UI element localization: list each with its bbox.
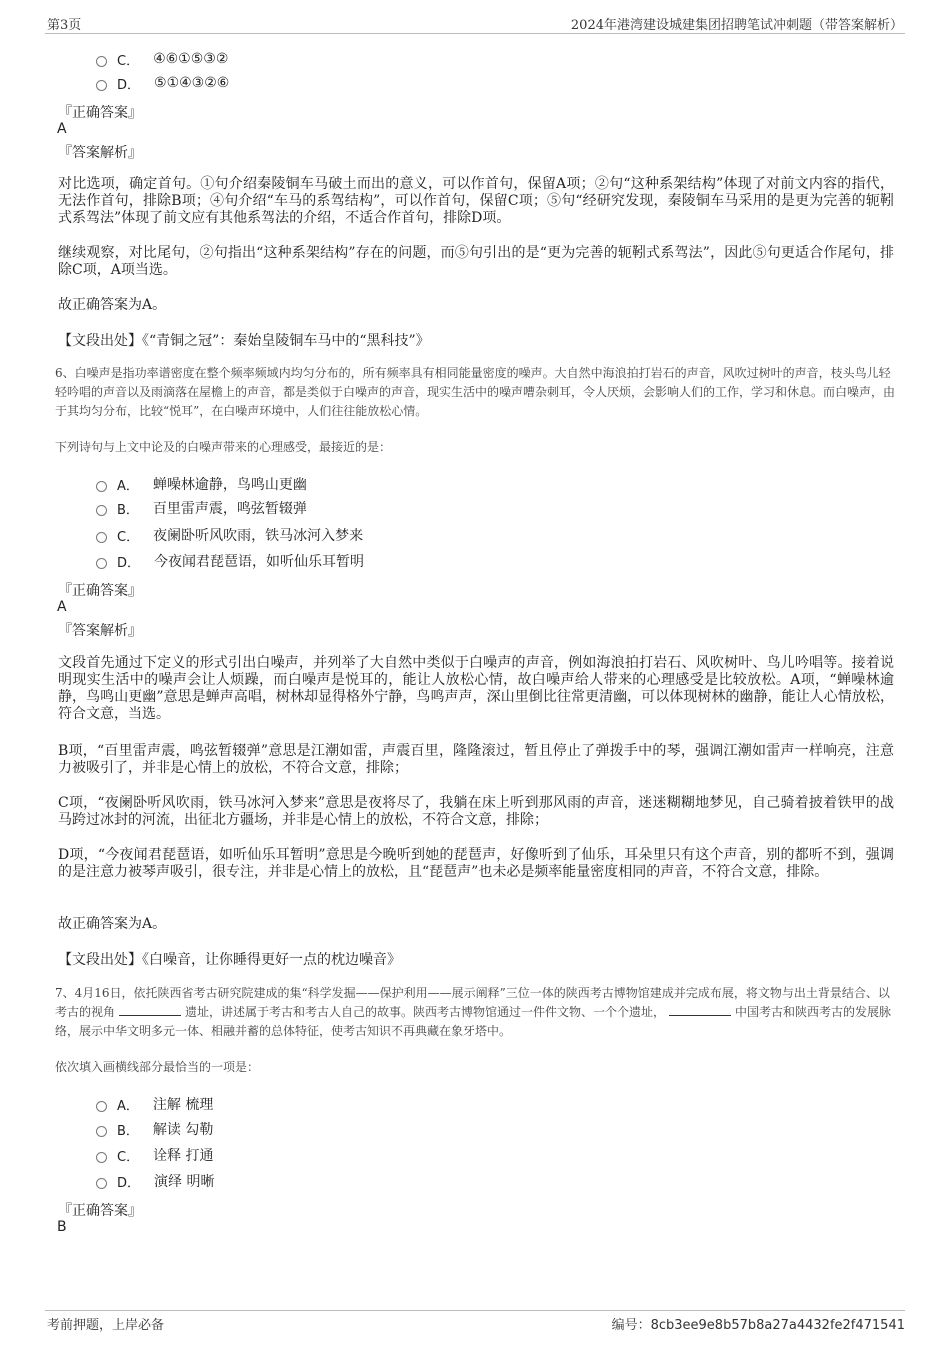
q7-answer: B bbox=[57, 1219, 67, 1235]
q5-answer: A bbox=[57, 121, 67, 137]
radio-icon[interactable] bbox=[96, 558, 107, 569]
q6-question: 下列诗句与上文中论及的白噪声带来的心理感受，最接近的是： bbox=[55, 440, 392, 454]
q5-option-c[interactable]: C． ④⑥①⑤③② bbox=[96, 49, 228, 69]
q6-analysis-label: 『答案解析』 bbox=[58, 623, 142, 639]
footer-slogan: 考前押题，上岸必备 bbox=[47, 1318, 165, 1333]
radio-icon[interactable] bbox=[96, 481, 107, 492]
radio-icon[interactable] bbox=[96, 80, 107, 91]
q6-answer-label: 『正确答案』 bbox=[58, 583, 142, 599]
document-code: 编号：8cb3ee9e8b57b8a27a4432fe2f471541 bbox=[611, 1318, 905, 1333]
q6-option-d[interactable]: D． 今夜闻君琵琶语，如听仙乐耳暂明 bbox=[96, 551, 364, 571]
q7-option-c[interactable]: C． 诠释 打通 bbox=[96, 1145, 214, 1165]
q7-option-d[interactable]: D． 演绎 明晰 bbox=[96, 1171, 214, 1191]
radio-icon[interactable] bbox=[96, 505, 107, 516]
q5-analysis-para-3: 故正确答案为A。 bbox=[58, 297, 167, 313]
q5-analysis-para-2: 继续观察，对比尾句，②句指出“这种系架结构”存在的问题，而⑤句引出的是“更为完善的轭靷式系驾法”，因此⑤句更适合作尾句，排除C项，A项当选。 bbox=[58, 245, 894, 278]
q6-analysis-para-4: D项，“今夜闻君琵琶语，如听仙乐耳暂明”意思是今晚听到她的琵琶声，好像听到了仙乐，耳朵里只有这个声音，别的都听不到，强调的是注意力被琴声吸引，很专注，并非是心情上的放松，且“琵琶声”也未必是频率能量密度相同的声音，不符合文意，排除。 bbox=[58, 847, 894, 880]
q7-question: 依次填入画横线部分最恰当的一项是： bbox=[55, 1060, 260, 1074]
q5-analysis-label: 『答案解析』 bbox=[58, 145, 142, 161]
q6-analysis-para-3: C项，“夜阑卧听风吹雨，铁马冰河入梦来”意思是夜将尽了，我躺在床上听到那风雨的声音，迷迷糊糊地梦见，自己骑着披着铁甲的战马跨过冰封的河流，出征北方疆场，并非是心情上的放松，不符合文意，排除； bbox=[58, 795, 894, 828]
fill-blank-1 bbox=[119, 1003, 181, 1016]
q6-stem: 6、白噪声是指功率谱密度在整个频率频域内均匀分布的，所有频率具有相同能量密度的噪声。大自然中海浪拍打岩石的声音，风吹过树叶的声音，枝头鸟儿轻轻吟唱的声音以及雨滴落在屋檐上的声音，都是类似于白噪声的声音，现实生活中的噪声嘈杂刺耳，令人厌烦，会影响人们的工作，学习和休息。而白噪声，由于其均匀分布，比较“悦耳”，在白噪声环境中，人们往往能放松心情。 bbox=[55, 366, 896, 418]
q6-option-a[interactable]: A． 蝉噪林逾静，鸟鸣山更幽 bbox=[96, 474, 307, 494]
radio-icon[interactable] bbox=[96, 532, 107, 543]
page-number: 第3页 bbox=[47, 18, 82, 33]
radio-icon[interactable] bbox=[96, 56, 107, 67]
q5-analysis-para-1: 对比选项，确定首句。①句介绍秦陵铜车马破土而出的意义，可以作首句，保留A项；②句“这种系架结构”体现了对前文内容的指代，无法作首句，排除B项；④句介绍“车马的系驾结构”，可以作首句，保留C项；⑤句“经研究发现，秦陵铜车马采用的是更为完善的轭靷式系驾法”体现了前文应有其他系驾法的介绍，不适合作首句，排除D项。 bbox=[58, 176, 894, 226]
q5-answer-label: 『正确答案』 bbox=[58, 105, 142, 121]
footer-divider bbox=[45, 1310, 905, 1311]
q5-source: 【文段出处】《“青铜之冠”：秦始皇陵铜车马中的“黑科技”》 bbox=[58, 333, 430, 349]
radio-icon[interactable] bbox=[96, 1152, 107, 1163]
q6-option-c[interactable]: C． 夜阑卧听风吹雨，铁马冰河入梦来 bbox=[96, 525, 363, 545]
radio-icon[interactable] bbox=[96, 1178, 107, 1189]
q6-analysis-para-5: 故正确答案为A。 bbox=[58, 916, 167, 932]
q7-option-a[interactable]: A． 注解 梳理 bbox=[96, 1094, 213, 1114]
q7-answer-label: 『正确答案』 bbox=[58, 1203, 142, 1219]
q6-answer: A bbox=[57, 599, 67, 615]
q6-analysis-para-1: 文段首先通过下定义的形式引出白噪声，并列举了大自然中类似于白噪声的声音，例如海浪拍打岩石、风吹树叶、鸟儿吟唱等。接着说明现实生活中的噪声会让人烦躁，而白噪声是悦耳的，能让人放松心情，故白噪声给人带来的心理感受是比较放松。A项，“蝉噪林逾静，鸟鸣山更幽”意思是蝉声高唱，树林却显得格外宁静，鸟鸣声声，深山里倒比往常更清幽，可以体现树林的幽静，能让人心情放松，符合文意，当选。 bbox=[58, 655, 894, 722]
q6-option-b[interactable]: B． 百里雷声震，鸣弦暂辍弹 bbox=[96, 498, 307, 518]
radio-icon[interactable] bbox=[96, 1101, 107, 1112]
q7-option-b[interactable]: B． 解读 勾勒 bbox=[96, 1119, 213, 1139]
document-title: 2024年港湾建设城建集团招聘笔试冲刺题（带答案解析） bbox=[570, 18, 903, 33]
radio-icon[interactable] bbox=[96, 1126, 107, 1137]
fill-blank-2 bbox=[669, 1003, 731, 1016]
header-divider bbox=[45, 33, 905, 34]
q7-stem: 7、4月16日，依托陕西省考古研究院建成的集“科学发掘——保护利用——展示阐释”三位一体的陕西考古博物馆建成并完成布展，将文物与出土背景结合、以考古的视角 遗址，讲述属于考古和考古人自己的故事。陕西考古博物馆通过一件件文物、一个个遗址， 中国考古和陕西考古的发展脉络，展示中华文明多元一体、相融并蓄的总体特征，使考古知识不再典藏在象牙塔中。 bbox=[55, 986, 892, 1038]
q6-analysis-para-2: B项，“百里雷声震，鸣弦暂辍弹”意思是江潮如雷，声震百里，隆隆滚过，暂且停止了弹拨手中的琴，强调江潮如雷声一样响亮，注意力被吸引了，并非是心情上的放松，不符合文意，排除； bbox=[58, 743, 894, 776]
q5-option-d[interactable]: D． ⑤①④③②⑥ bbox=[96, 73, 229, 93]
q6-source: 【文段出处】《白噪音，让你睡得更好一点的枕边噪音》 bbox=[58, 952, 401, 968]
